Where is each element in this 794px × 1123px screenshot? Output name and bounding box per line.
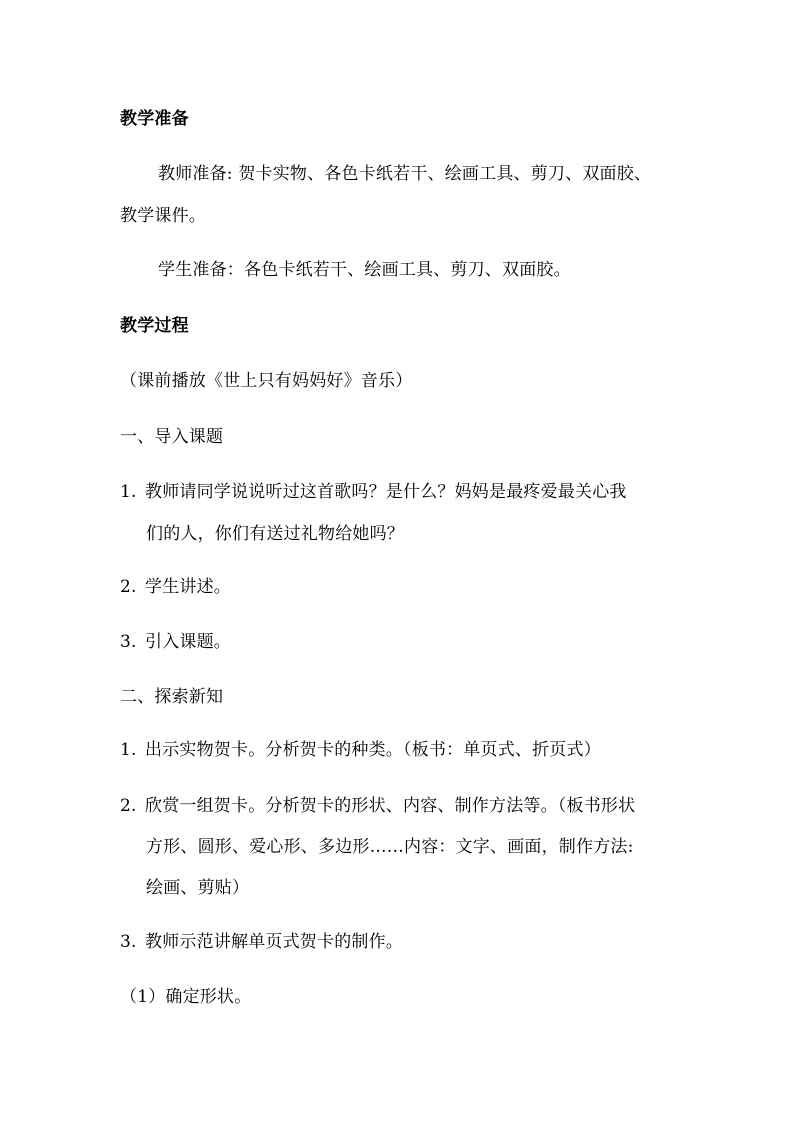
item-text: 学生讲述。 xyxy=(145,577,231,597)
item-number: 2. xyxy=(120,577,137,597)
student-prep: 学生准备：各色卡纸若干、绘画工具、剪刀、双面胶。 xyxy=(158,260,571,280)
prep-heading: 教学准备 xyxy=(120,109,189,129)
section-1-item-1-cont: 们的人，你们有送过礼物给她吗？ xyxy=(146,524,404,544)
section-2-item-2 xyxy=(120,794,635,818)
item-text: 教师示范讲解单页式贺卡的制作。 xyxy=(145,932,403,952)
item-number: 3. xyxy=(120,932,137,952)
item-text: 引入课题。 xyxy=(145,632,231,652)
teacher-prep-line-2: 教学课件。 xyxy=(120,206,206,226)
item-text: 教师请同学说说听过这首歌吗？是什么？妈妈是最疼爱最关心我 xyxy=(145,482,627,502)
step-1: （1）确定形状。 xyxy=(120,987,252,1007)
item-number: 3. xyxy=(120,632,137,652)
section-1-item-2 xyxy=(120,575,231,599)
section-2-item-2-cont-1: 方形、圆形、爱心形、多边形……内容：文字、画面，制作方法: xyxy=(146,837,634,857)
section-2-item-2-cont-2: 绘画、剪贴） xyxy=(146,878,250,898)
section-1-item-3 xyxy=(120,630,231,654)
item-text: 欣赏一组贺卡。分析贺卡的形状、内容、制作方法等。（板书形状 xyxy=(145,796,636,816)
item-text: 出示实物贺卡。分析贺卡的种类。（板书：单页式、折页式） xyxy=(145,740,601,760)
music-note: （课前播放《世上只有妈妈好》音乐） xyxy=(120,371,413,391)
section-1-title: 一、导入课题 xyxy=(120,427,224,447)
item-number: 1. xyxy=(120,740,137,760)
teacher-prep-line-1: 教师准备: 贺卡实物、各色卡纸若干、绘画工具、剪刀、双面胶、 xyxy=(158,164,652,184)
process-heading: 教学过程 xyxy=(120,316,189,336)
section-2-title: 二、探索新知 xyxy=(120,687,224,707)
section-2-item-1 xyxy=(120,738,601,762)
item-number: 2. xyxy=(120,796,137,816)
section-2-item-3 xyxy=(120,930,403,954)
item-number: 1. xyxy=(120,482,137,502)
section-1-item-1 xyxy=(120,480,627,504)
